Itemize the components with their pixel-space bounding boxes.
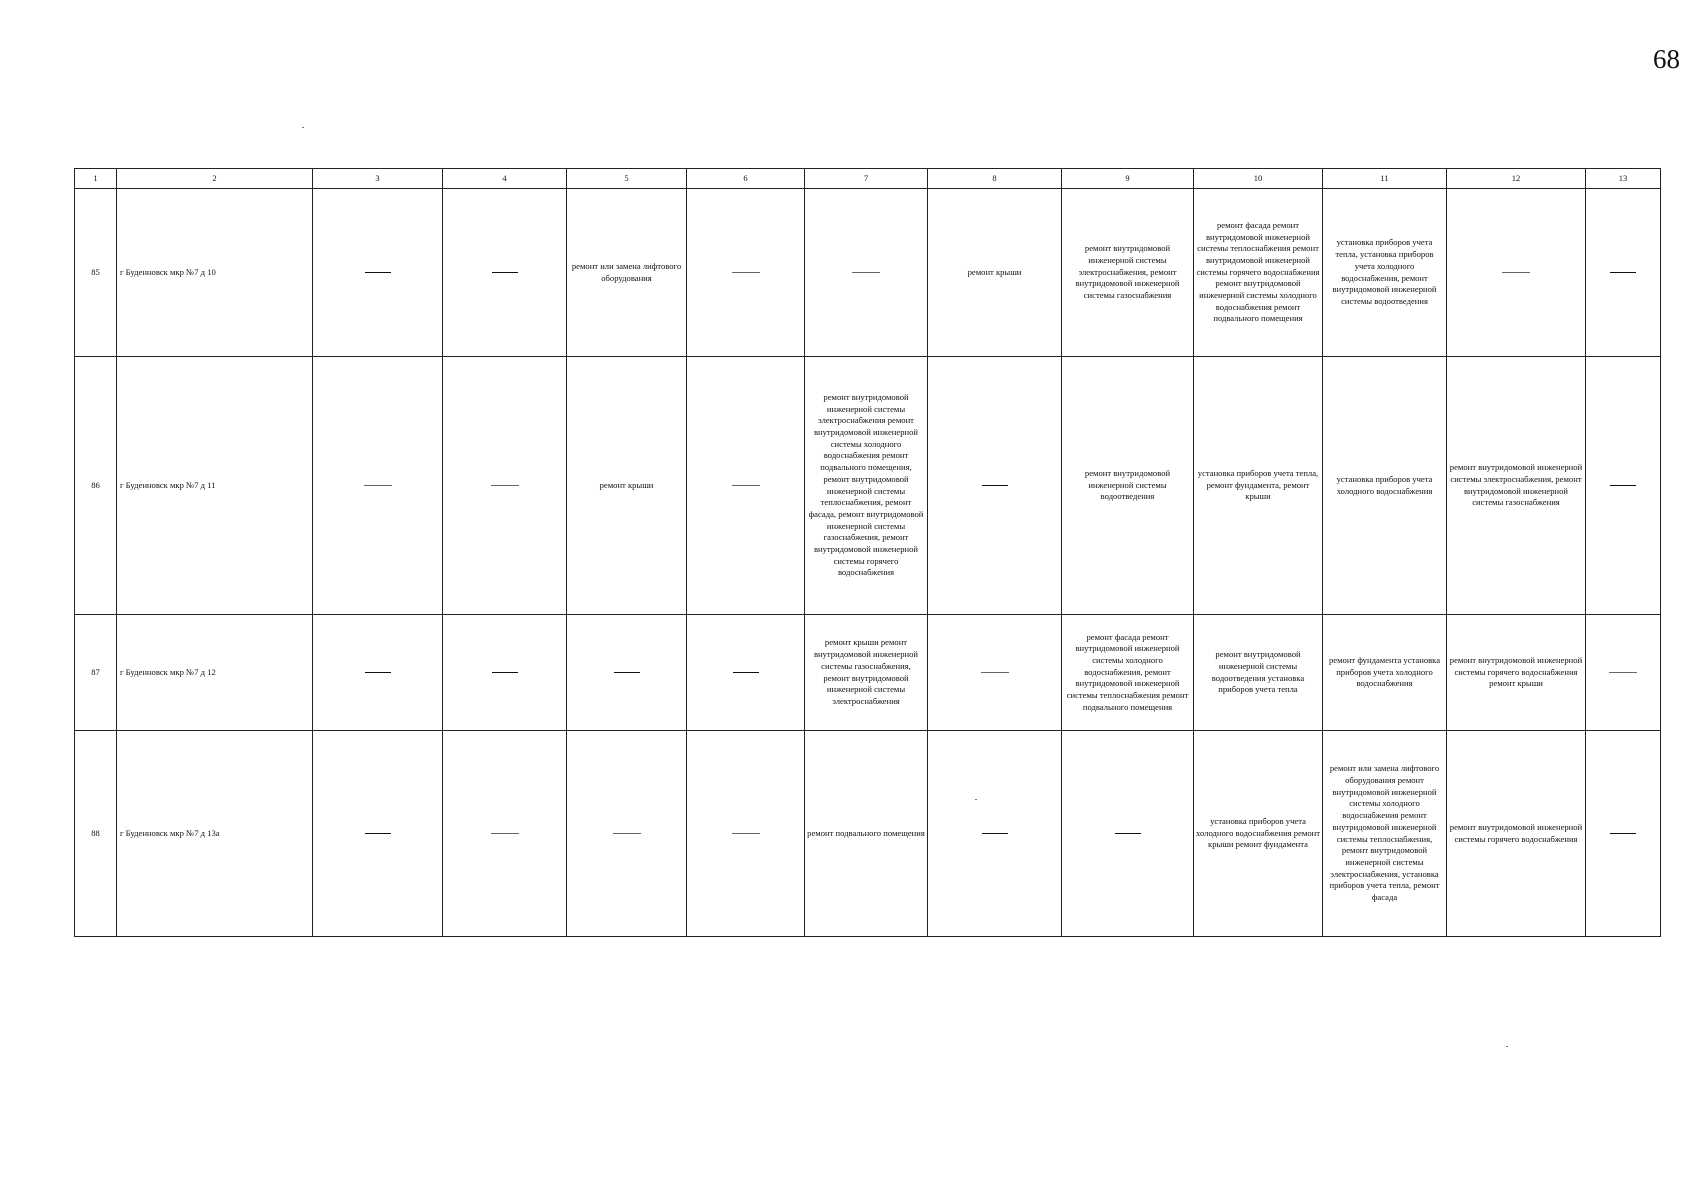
work-cell: установка приборов учета тепла, установка приборов учета холодного водоснабжения, ремонт внутридомовой инженерной системы водоотведения — [1323, 189, 1447, 357]
work-cell: установка приборов учета холодного водоснабжения ремонт крыши ремонт фундамента — [1194, 731, 1323, 937]
work-cell: ремонт внутридомовой инженерной системы горячего водоснабжения — [1447, 731, 1586, 937]
empty-cell — [567, 731, 687, 937]
empty-cell — [1447, 189, 1586, 357]
address-cell: г Буденновск мкр №7 д 10 — [117, 189, 313, 357]
dash-mark — [613, 833, 641, 834]
dash-mark — [1610, 272, 1636, 273]
dash-mark — [732, 272, 760, 273]
empty-cell — [443, 357, 567, 615]
empty-cell — [443, 189, 567, 357]
empty-cell — [313, 731, 443, 937]
empty-cell — [313, 357, 443, 615]
empty-cell — [1586, 189, 1661, 357]
col-header-4: 4 — [443, 169, 567, 189]
scan-speck — [302, 127, 304, 128]
address-cell: г Буденновск мкр №7 д 11 — [117, 357, 313, 615]
empty-cell — [687, 615, 805, 731]
empty-cell — [567, 615, 687, 731]
empty-cell — [1586, 357, 1661, 615]
work-cell: ремонт крыши — [928, 189, 1062, 357]
dash-mark — [1610, 485, 1636, 486]
address-cell: г Буденновск мкр №7 д 12 — [117, 615, 313, 731]
work-cell: ремонт или замена лифтового оборудования — [567, 189, 687, 357]
col-header-8: 8 — [928, 169, 1062, 189]
col-header-9: 9 — [1062, 169, 1194, 189]
col-header-2: 2 — [117, 169, 313, 189]
dash-mark — [1115, 833, 1141, 834]
dash-mark — [492, 272, 518, 273]
dash-mark — [491, 833, 519, 834]
empty-cell — [1062, 731, 1194, 937]
dash-mark — [732, 485, 760, 486]
empty-cell — [313, 615, 443, 731]
col-header-3: 3 — [313, 169, 443, 189]
empty-cell — [928, 357, 1062, 615]
col-header-13: 13 — [1586, 169, 1661, 189]
dash-mark — [981, 672, 1009, 673]
column-number-row — [75, 169, 1661, 189]
col-header-1: 1 — [75, 169, 117, 189]
col-header-7: 7 — [805, 169, 928, 189]
table-row — [75, 731, 1661, 937]
table-row — [75, 189, 1661, 357]
row-number: 88 — [75, 731, 117, 937]
dash-mark — [492, 672, 518, 673]
empty-cell — [443, 731, 567, 937]
empty-cell — [805, 189, 928, 357]
work-cell: ремонт или замена лифтового оборудования ремонт внутридомовой инженерной системы холодного водоснабжения ремонт внутридомовой инженерной системы теплоснабжения, ремонт внутридомовой инженерной системы электроснабжения, установка приборов учета тепла, ремонт фасада — [1323, 731, 1447, 937]
work-cell: ремонт крыши ремонт внутридомовой инженерной системы газоснабжения, ремонт внутридомовой инженерной системы электроснабжения — [805, 615, 928, 731]
col-header-5: 5 — [567, 169, 687, 189]
dash-mark — [852, 272, 880, 273]
empty-cell — [928, 731, 1062, 937]
page-number: 68 — [1653, 44, 1680, 74]
row-number: 85 — [75, 189, 117, 357]
empty-cell — [443, 615, 567, 731]
address-cell: г Буденновск мкр №7 д 13а — [117, 731, 313, 937]
empty-cell — [1586, 615, 1661, 731]
table-row — [75, 357, 1661, 615]
dash-mark — [365, 833, 391, 834]
work-cell: ремонт фасада ремонт внутридомовой инженерной системы холодного водоснабжения, ремонт внутридомовой инженерной системы теплоснабжения ремонт подвального помещения — [1062, 615, 1194, 731]
dash-mark — [732, 833, 760, 834]
dash-mark — [364, 485, 392, 486]
col-header-12: 12 — [1447, 169, 1586, 189]
col-header-11: 11 — [1323, 169, 1447, 189]
dash-mark — [982, 833, 1008, 834]
col-header-6: 6 — [687, 169, 805, 189]
scan-speck — [1506, 1046, 1508, 1047]
dash-mark — [1502, 272, 1530, 273]
work-cell: ремонт внутридомовой инженерной системы электроснабжения, ремонт внутридомовой инженерной системы газоснабжения — [1062, 189, 1194, 357]
dash-mark — [733, 672, 759, 673]
work-cell: ремонт внутридомовой инженерной системы водоотведения установка приборов учета тепла — [1194, 615, 1323, 731]
empty-cell — [928, 615, 1062, 731]
dash-mark — [365, 272, 391, 273]
empty-cell — [313, 189, 443, 357]
work-cell: установка приборов учета холодного водоснабжения — [1323, 357, 1447, 615]
dash-mark — [365, 672, 391, 673]
work-cell: ремонт подвального помещения — [805, 731, 928, 937]
dash-mark — [614, 672, 640, 673]
empty-cell — [687, 189, 805, 357]
work-cell: ремонт внутридомовой инженерной системы водоотведения — [1062, 357, 1194, 615]
empty-cell — [687, 731, 805, 937]
work-cell: ремонт фасада ремонт внутридомовой инженерной системы теплоснабжения ремонт внутридомовой инженерной системы горячего водоснабжения ремонт внутридомовой инженерной системы холодного водоснабжения ремонт подвального помещения — [1194, 189, 1323, 357]
dash-mark — [1609, 672, 1637, 673]
work-cell: ремонт фундамента установка приборов учета холодного водоснабжения — [1323, 615, 1447, 731]
dash-mark — [491, 485, 519, 486]
work-cell: ремонт внутридомовой инженерной системы горячего водоснабжения ремонт крыши — [1447, 615, 1586, 731]
work-cell: ремонт внутридомовой инженерной системы электроснабжения ремонт внутридомовой инженерной системы холодного водоснабжения ремонт подвального помещения, ремонт внутридомовой инженерной системы теплоснабжения, ремонт фасада, ремонт внутридомовой инженерной системы газоснабжения, ремонт внутридомовой инженерной системы горячего водоснабжения — [805, 357, 928, 615]
empty-cell — [687, 357, 805, 615]
dash-mark — [1610, 833, 1636, 834]
table-row — [75, 615, 1661, 731]
empty-cell — [1586, 731, 1661, 937]
dash-mark — [982, 485, 1008, 486]
row-number: 86 — [75, 357, 117, 615]
col-header-10: 10 — [1194, 169, 1323, 189]
row-number: 87 — [75, 615, 117, 731]
repair-schedule-table — [74, 168, 1661, 937]
work-cell: ремонт внутридомовой инженерной системы электроснабжения, ремонт внутридомовой инженерной системы газоснабжения — [1447, 357, 1586, 615]
work-cell: ремонт крыши — [567, 357, 687, 615]
work-cell: установка приборов учета тепла, ремонт фундамента, ремонт крыши — [1194, 357, 1323, 615]
